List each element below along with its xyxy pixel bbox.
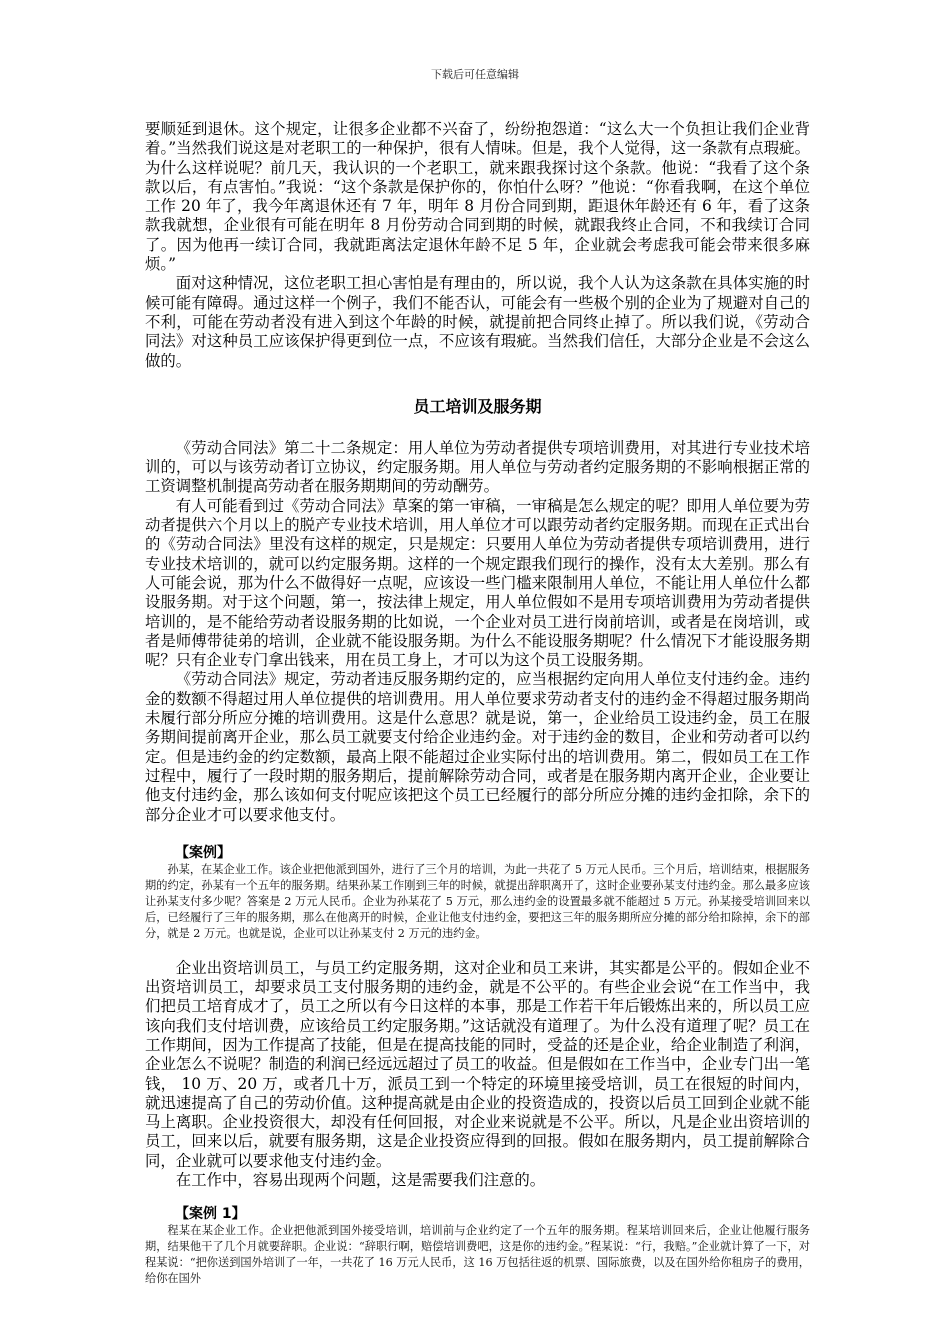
paragraph: 面对这种情况，这位老职工担心害怕是有理由的，所以说，我个人认为这条款在具体实施的时候可能有障碍。通过这样一个例子，我们不能否认，可能会有一些极个别的企业为了规避对自己的不利，可能在劳动者没有进入到这个年龄的时候，就提前把合同终止掉了。所以我们说，《劳动合同法》对这种员工应该保护得更到位一点，不应该有瑕疵。当然我们信任，大部分企业是不会这么做的。 (145, 274, 810, 370)
case-label: 【案例】 (175, 844, 231, 861)
paragraph: 《劳动合同法》第二十二条规定：用人单位为劳动者提供专项培训费用，对其进行专业技术培训的，可以与该劳动者订立协议，约定服务期。用人单位与劳动者约定服务期的不影响根据正常的工资调整机制提高劳动者在服务期期间的劳动酬劳。 (145, 438, 810, 496)
document-body (145, 120, 810, 1287)
paragraph: 有人可能看到过《劳动合同法》草案的第一审稿，一审稿是怎么规定的呢？即用人单位要为劳动者提供六个月以上的脱产专业技术培训，用人单位才可以跟劳动者约定服务期。而现在正式出台的《劳动合同法》里没有这样的规定，只是规定：只要用人单位为劳动者提供专项培训费用，进行专业技术培训的，就可以约定服务期。这样的一个规定跟我们现行的操作，没有太大差别。那么有人可能会说，那为什么不做得好一点呢，应该设一些门槛来限制用人单位，不能让用人单位什么都设服务期。对于这个问题，第一，按法律上规定，用人单位假如不是用专项培训费用为劳动者提供培训的，是不能给劳动者设服务期的比如说，一个企业对员工进行岗前培训，或者是在岗培训，或者是师傅带徒弟的培训，企业就不能设服务期。为什么不能设服务期呢？什么情况下才能设服务期呢？只有企业专门拿出钱来，用在员工身上，才可以为这个员工设服务期。 (145, 496, 810, 670)
paragraph: 在工作中，容易出现两个问题，这是需要我们注意的。 (175, 1171, 546, 1190)
section-title: 员工培训及服务期 (413, 396, 542, 416)
paragraph: 《劳动合同法》规定，劳动者违反服务期约定的，应当根据约定向用人单位支付违约金。违约金的数额不得超过用人单位提供的培训费用。用人单位要求劳动者支付的违约金不得超过服务期尚未履行部分所应分摊的培训费用。这是什么意思？就是说，第一，企业给员工设违约金，员工在服务期间提前离开企业，那么员工就要支付给企业违约金。对于违约金的数目，企业和劳动者可以约定。但是违约金的约定数额，最高上限不能超过企业实际付出的培训费用。第二，假如员工在工作过程中，履行了一段时期的服务期后，提前解除劳动合同，或者是在服务期内离开企业，企业要让他支付违约金，那么该如何支付呢应该把这个员工已经履行的部分所应分摊的违约金扣除，余下的部分企业才可以要求他支付。 (145, 670, 810, 824)
paragraph: 企业出资培训员工，与员工约定服务期，这对企业和员工来讲，其实都是公平的。假如企业不出资培训员工，却要求员工支付服务期的违约金，就是不公平的。有些企业会说“在工作当中，我们把员工培育成才了，员工之所以有今日这样的本事，那是工作若干年后锻炼出来的，所以员工应该向我们支付培训费，应该给员工约定服务期。”这话就没有道理了。为什么没有道理了呢？员工在工作期间，因为工作提高了技能，但是在提高技能的同时，受益的还是企业，给企业制造了利润，企业怎么不说呢？制造的利润已经远远超过了员工的收益。但是假如在工作当中，企业专门出一笔钱， 10 万、20 万，或者几十万，派员工到一个特定的环境里接受培训，员工在很短的时间内，就迅速提高了自己的劳动价值。这种提高就是由企业的投资造成的，投资以后员工回到企业就不能马上离职。企业投资很大，却没有任何回报，对企业来说就是不公平。所以，凡是企业出资培训的员工，回来以后，就要有服务期，这是企业投资应得到的回报。假如在服务期内，员工提前解除合同，企业就可以要求他支付违约金。 (145, 958, 810, 1170)
case-text: 程某在某企业工作。企业把他派到国外接受培训，培训前与企业约定了一个五年的服务期。程某培训回来后，企业让他履行服务期，结果他干了几个月就要辞职。企业说：“辞职行啊，赔偿培训费吧，这是你的违约金。”程某说：“行，我赔。”企业就计算了一下，对程某说：“把你送到国外培训了一年，一共花了 16 万元人民币，这 16 万包括往返的机票、国际旅费，以及在国外给你租房子的费用，给你在国外 (145, 1224, 810, 1286)
case-label: 【案例 1】 (175, 1206, 246, 1223)
paragraph: 要顺延到退休。这个规定，让很多企业都不兴奋了，纷纷抱怨道：“这么大一个负担让我们企业背着。”当然我们说这是对老职工的一种保护，很有人情味。但是，我个人觉得，这一条款有点瑕疵。为什么这样说呢？前几天，我认识的一个老职工，就来跟我探讨这个条款。他说：“我看了这个条款以后，有点害怕。”我说：“这个条款是保护你的，你怕什么呀？”他说：“你看我啊，在这个单位工作 20 年了，我今年离退休还有 7 年，明年 8 月份合同到期，距退休年龄还有 6 年，看了这条款我就想，企业很有可能在明年 8 月份劳动合同到期的时候，就跟我终止合同，不和我续订合同了。因为他再一续订合同，我就距离法定退休年龄不足 5 年，企业就会考虑我可能会带来很多麻烦。” (145, 120, 810, 274)
case-text: 孙某，在某企业工作。该企业把他派到国外，进行了三个月的培训，为此一共花了 5 万元人民币。三个月后，培训结束，根据服务期的约定，孙某有一个五年的服务期。结果孙某工作刚到三年的时候，就提出辞职离开了，这时企业要孙某支付违约金。那么最多应该让孙某支付多少呢？答案是 2 万元人民币。企业为孙某花了 5 万元，那么违约金的设置最多就不能超过 5 万元。孙某接受培训回来以后，已经履行了三年的服务期，那么在他离开的时候，企业让他支付违约金，要把这三年的服务期所应分摊的部分给扣除掉，余下的部分，就是 2 万元。也就是说，企业可以让孙某支付 2 万元的违约金。 (145, 862, 810, 940)
page-header: 下载后可任意编辑 (431, 68, 519, 81)
